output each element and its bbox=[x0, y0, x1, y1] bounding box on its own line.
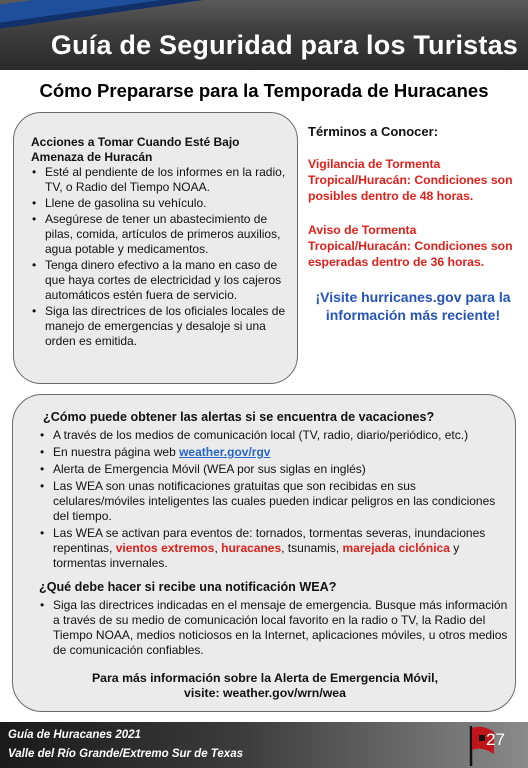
list-item: • En nuestra página web weather.gov/rgv bbox=[40, 445, 271, 459]
bullet-icon: • bbox=[32, 165, 37, 179]
footer-region: Valle del Río Grande/Extremo Sur de Texas bbox=[8, 748, 243, 760]
page-subtitle: Cómo Prepararse para la Temporada de Huracanes bbox=[39, 80, 489, 101]
bullet-icon: • bbox=[32, 196, 37, 210]
list-item: • Las WEA son unas notificaciones gratuitas que son recibidas en sus celulares/móviles inteligentes las cuales pueden indicar peligros en las condiciones del tiempo. bbox=[40, 479, 496, 523]
bullet-icon: • bbox=[40, 428, 45, 442]
actions-list bbox=[31, 165, 296, 350]
bullet-icon: • bbox=[32, 258, 37, 272]
page-title: Guía de Seguridad para los Turistas bbox=[50, 30, 518, 60]
question-alerts: ¿Cómo puede obtener las alertas si se encuentra de vacaciones? bbox=[43, 410, 435, 424]
question-wea: ¿Qué debe hacer si recibe una notificación WEA? bbox=[39, 580, 337, 594]
more-info: Para más información sobre la Alerta de Emergencia Móvil, visite: weather.gov/wrn/wea bbox=[13, 671, 517, 701]
bullet-icon: • bbox=[40, 462, 45, 476]
terms-title: Términos a Conocer: bbox=[308, 124, 439, 139]
visit-hurricanes-link[interactable]: ¡Visite hurricanes.gov para la información más reciente! bbox=[315, 289, 511, 323]
list-item: • A través de los medios de comunicación local (TV, radio, diario/periódico, etc.) bbox=[40, 428, 469, 442]
header-banner bbox=[0, 0, 528, 70]
list-item: • Tenga dinero efectivo a la mano en caso de que haya cortes de electricidad y los cajeros automáticos estén fuera de servicio. bbox=[32, 258, 282, 302]
bullet-icon: • bbox=[32, 304, 37, 318]
term-watch: Vigilancia de Tormenta Tropical/Huracán: Condiciones son posibles dentro de 48 horas. bbox=[308, 157, 513, 203]
bullet-icon: • bbox=[40, 445, 45, 459]
terms-column bbox=[308, 124, 518, 324]
list-item: • Esté al pendiente de los informes en la radio, TV, o Radio del Tiempo NOAA. bbox=[32, 165, 286, 194]
weather-gov-rgv-link[interactable]: weather.gov/rgv bbox=[179, 445, 271, 459]
wea-info-link[interactable]: visite: weather.gov/wrn/wea bbox=[184, 686, 346, 700]
bullet-icon: • bbox=[32, 212, 37, 226]
list-item: • Alerta de Emergencia Móvil (WEA por sus siglas en inglés) bbox=[40, 462, 366, 476]
highlight-marejada: marejada ciclónica bbox=[342, 541, 450, 555]
actions-box bbox=[13, 112, 298, 384]
banner-stripe bbox=[0, 0, 290, 24]
term-warning: Aviso de Tormenta Tropical/Huracán: Condiciones son esperadas dentro de 36 horas. bbox=[308, 223, 513, 269]
alerts-list bbox=[39, 428, 509, 573]
highlight-huracanes: huracanes bbox=[221, 541, 282, 555]
highlight-vientos: vientos extremos bbox=[115, 541, 215, 555]
page-number: 27 bbox=[486, 730, 505, 749]
list-item: • Siga las directrices de los oficiales locales de manejo de emergencias y desaloje si una orden es emitida. bbox=[32, 304, 286, 348]
bullet-icon: • bbox=[40, 479, 45, 493]
footer bbox=[0, 722, 528, 768]
list-item: • Asegúrese de tener un abastecimiento de pilas, comida, artículos de primeros auxilios, agua potable y medicamentos. bbox=[32, 212, 281, 256]
wea-list bbox=[39, 598, 509, 660]
footer-guide-title: Guía de Huracanes 2021 bbox=[8, 729, 141, 741]
bullet-icon: • bbox=[40, 598, 45, 612]
bullet-icon: • bbox=[40, 526, 45, 540]
list-item: • Llene de gasolina su vehículo. bbox=[32, 196, 207, 210]
alerts-box bbox=[12, 394, 516, 712]
list-item: • Siga las directrices indicadas en el mensaje de emergencia. Busque más información a través de su medio de comunicación local favorito en la radio o TV, la Radio del Tiempo NOAA, medios noticiosos en la Internet, aplicaciones móviles, u otros medios de comunicación confiables. bbox=[40, 598, 508, 657]
list-item: • Las WEA se activan para eventos de: tornados, tormentas severas, inundaciones repentinas, vientos extremos, huracanes, tsunamis, marejada ciclónica y tormentas invernales. bbox=[40, 526, 486, 570]
actions-box-title: Acciones a Tomar Cuando Esté Bajo Amenaza de Huracán bbox=[31, 135, 240, 164]
